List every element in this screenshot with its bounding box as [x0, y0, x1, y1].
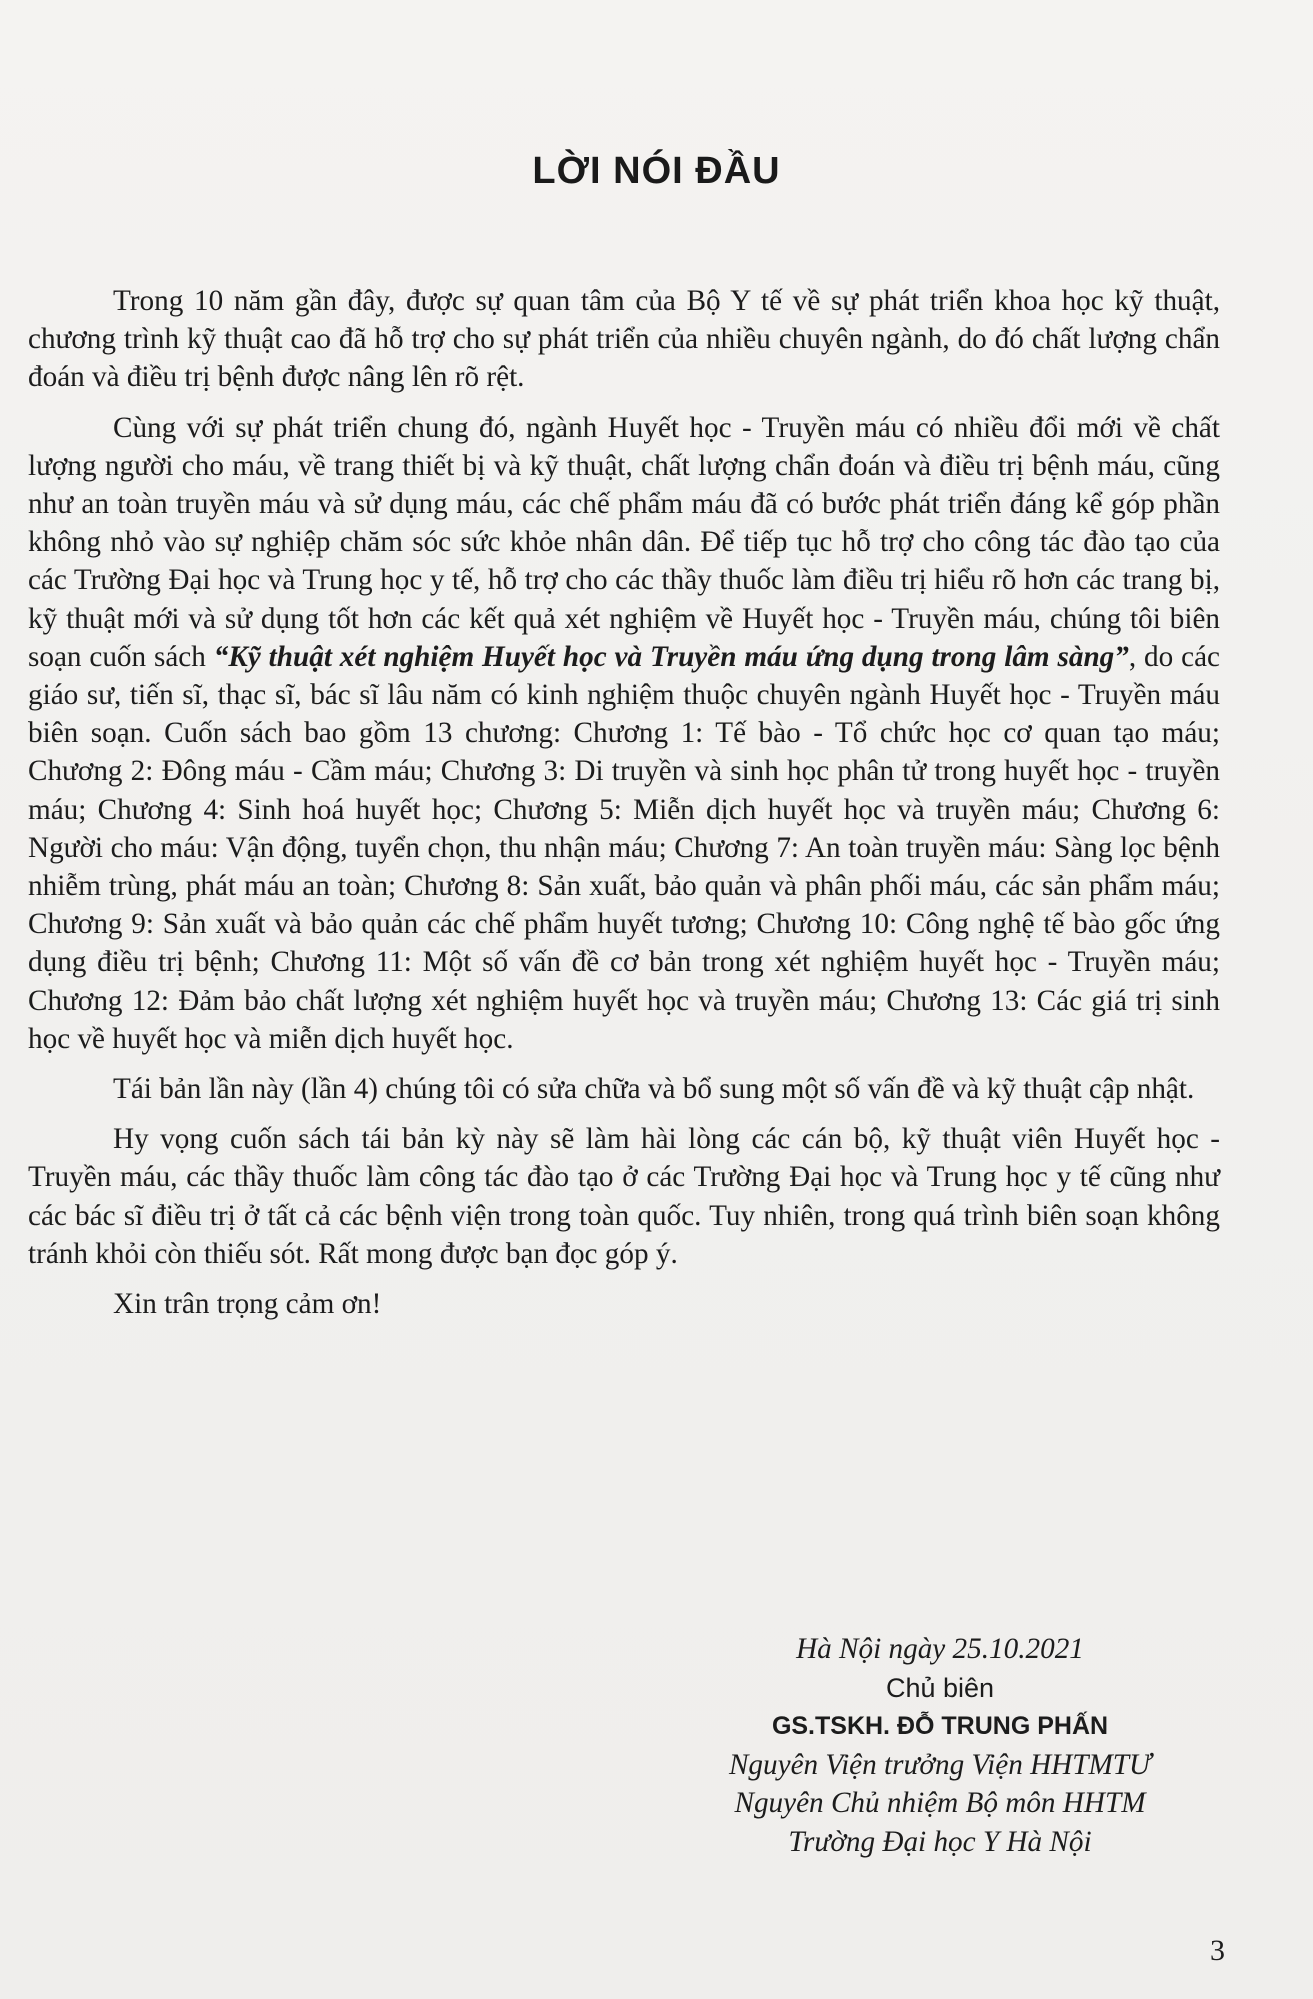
signature-position-1: Nguyên Viện trưởng Viện HHTMTƯ: [728, 1748, 1152, 1781]
signature-place-date: Hà Nội ngày 25.10.2021: [796, 1633, 1084, 1665]
paragraph-thanks: Xin trân trọng cảm ơn!: [113, 1288, 382, 1321]
signature-block: [640, 1630, 1240, 1861]
preface-body: [28, 282, 1220, 1335]
page-number: 3: [1210, 1934, 1225, 1967]
paragraph-book-description-start: Cùng với sự phát triển chung đó, ngành Huyết học - Truyền máu có nhiều đổi mới về chất lượng người cho máu, về trang thiết bị và kỹ thuật, chất lượng chẩn đoán và điều trị bệnh máu, cũng như an toàn truyền máu và sử dụng máu, các chế phẩm máu đã có bước phát triển đáng kể góp phần không nhỏ vào sự nghiệp chăm sóc sức khỏe nhân dân. Để tiếp tục hỗ trợ cho công tác đào tạo của các Trường Đại học và Trung học y tế, hỗ trợ cho các thầy thuốc làm điều trị hiểu rõ hơn các trang bị, kỹ thuật mới và sử dụng tốt hơn các kết quả xét nghiệm về Huyết học - Truyền máu, chúng tôi biên soạn cuốn sách: [28, 411, 1220, 673]
paragraph-hope: Hy vọng cuốn sách tái bản kỳ này sẽ làm hài lòng các cán bộ, kỹ thuật viên Huyết học - Truyền máu, các thầy thuốc làm công tác đào tạo ở các Trường Đại học và Trung học y tế cũng như các bác sĩ điều trị ở tất cả các bệnh viện trong toàn quốc. Tuy nhiên, trong quá trình biên soạn không tránh khỏi còn thiếu sót. Rất mong được bạn đọc góp ý.: [28, 1123, 1220, 1270]
paragraph-book-description: [28, 409, 1220, 1058]
signature-position-3: Trường Đại học Y Hà Nội: [788, 1825, 1092, 1858]
signature-position-2: Nguyên Chủ nhiệm Bộ môn HHTM: [734, 1787, 1146, 1819]
page-title: LỜI NÓI ĐẦU: [532, 150, 781, 192]
book-title: “Kỹ thuật xét nghiệm Huyết học và Truyền máu ứng dụng trong lâm sàng”: [213, 640, 1129, 673]
paragraph-reprint-note: Tái bản lần này (lần 4) chúng tôi có sửa chữa và bổ sung một số vấn đề và kỹ thuật cập nhật.: [113, 1073, 1195, 1106]
signature-role: Chủ biên: [885, 1672, 995, 1703]
paragraph-intro: Trong 10 năm gần đây, được sự quan tâm của Bộ Y tế về sự phát triển khoa học kỹ thuật, chương trình kỹ thuật cao đã hỗ trợ cho sự phát triển của nhiều chuyên ngành, do đó chất lượng chẩn đoán và điều trị bệnh được nâng lên rõ rệt.: [28, 285, 1220, 394]
paragraph-book-description-end: , do các giáo sư, tiến sĩ, thạc sĩ, bác sĩ lâu năm có kinh nghiệm thuộc chuyên ngành Huyết học - Truyền máu biên soạn. Cuốn sách bao gồm 13 chương: Chương 1: Tế bào - Tổ chức học cơ quan tạo máu; Chương 2: Đông máu - Cầm máu; Chương 3: Di truyền và sinh học phân tử trong huyết học - truyền máu; Chương 4: Sinh hoá huyết học; Chương 5: Miễn dịch huyết học và truyền máu; Chương 6: Người cho máu: Vận động, tuyển chọn, thu nhận máu; Chương 7: An toàn truyền máu: Sàng lọc bệnh nhiễm trùng, phát máu an toàn; Chương 8: Sản xuất, bảo quản và phân phối máu, các sản phẩm máu; Chương 9: Sản xuất và bảo quản các chế phẩm huyết tương; Chương 10: Công nghệ tế bào gốc ứng dụng điều trị bệnh; Chương 11: Một số vấn đề cơ bản trong xét nghiệm huyết học - Truyền máu; Chương 12: Đảm bảo chất lượng xét nghiệm huyết học và truyền máu; Chương 13: Các giá trị sinh học về huyết học và miễn dịch huyết học.: [28, 640, 1220, 1055]
signature-name: GS.TSKH. ĐỖ TRUNG PHẤN: [771, 1712, 1109, 1740]
